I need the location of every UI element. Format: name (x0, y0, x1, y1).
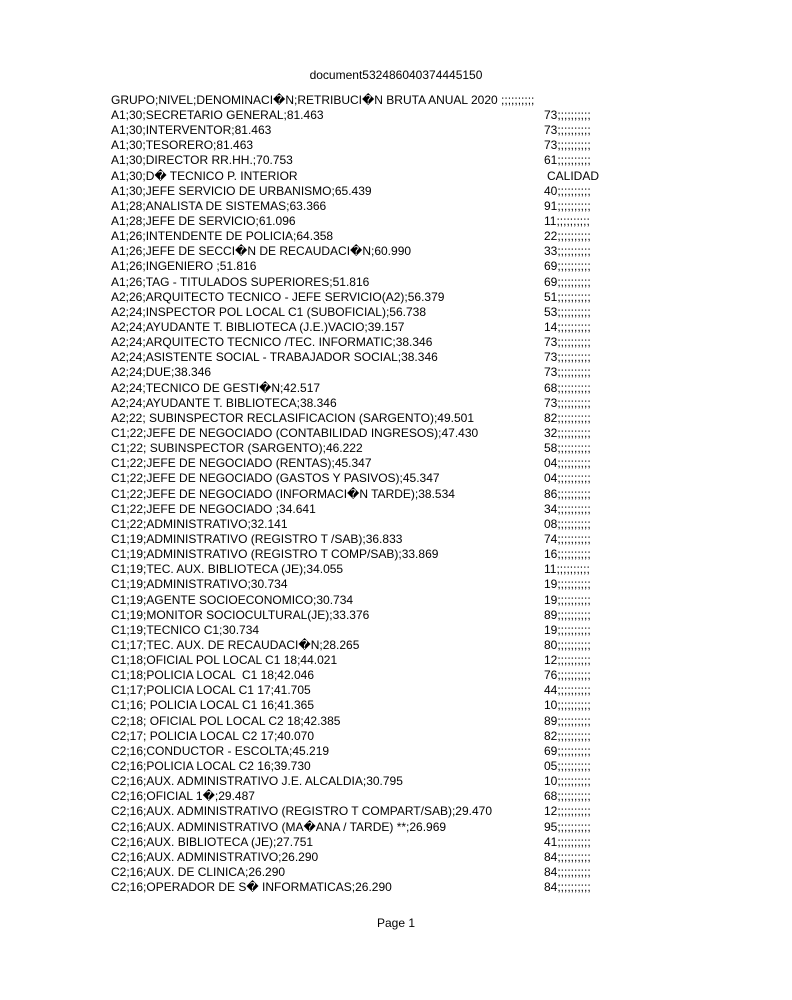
row-text: A1;30;SECRETARIO GENERAL;81.463 (111, 108, 324, 122)
row-tail: 14;;;;;;;;;; (544, 319, 591, 334)
table-row (0, 608, 792, 623)
row-text: C2;16;AUX. ADMINISTRATIVO;26.290 (111, 849, 319, 864)
row-text: A1;30;INTERVENTOR;81.463 (111, 123, 272, 138)
table-row (0, 698, 792, 713)
table-row (0, 138, 792, 153)
row-text: A2;24;DUE;38.346 (111, 365, 212, 380)
table-row (0, 577, 792, 592)
row-tail: 73;;;;;;;;;; (544, 138, 591, 153)
table-row (0, 683, 792, 698)
table-row (0, 789, 792, 804)
table-row (0, 214, 792, 229)
table-row (0, 471, 792, 486)
row-tail: 58;;;;;;;;;; (544, 441, 591, 456)
row-text: A1;30;TESORERO;81.463 (111, 138, 254, 153)
row-text: A1;26;INGENIERO ;51.816 (111, 259, 257, 274)
row-text: C1;22;JEFE DE NEGOCIADO (INFORMACI�N TARDE);38.534 (111, 486, 455, 501)
table-row (0, 335, 792, 350)
table-row (0, 441, 792, 456)
row-tail: 73;;;;;;;;;; (544, 108, 591, 122)
table-row (0, 153, 792, 168)
table-row (0, 244, 792, 259)
table-row (0, 396, 792, 411)
row-text: C2;16;POLICIA LOCAL C2 16;39.730 (111, 759, 311, 774)
row-text: C2;16;AUX. DE CLINICA;26.290 (111, 865, 286, 880)
row-tail: 84;;;;;;;;;; (544, 849, 591, 864)
row-tail: 53;;;;;;;;;; (544, 304, 591, 319)
row-tail: 89;;;;;;;;;; (544, 713, 591, 728)
row-text: C1;22; SUBINSPECTOR (SARGENTO);46.222 (111, 441, 363, 456)
row-tail: 82;;;;;;;;;; (544, 410, 591, 425)
table-row (0, 729, 792, 744)
row-tail: 12;;;;;;;;;; (544, 653, 591, 668)
row-text: C2;16;AUX. ADMINISTRATIVO (REGISTRO T COMPART/SAB);29.470 (111, 804, 492, 819)
data-rows (0, 108, 792, 895)
table-row (0, 668, 792, 683)
table-row (0, 850, 792, 865)
table-row (0, 365, 792, 380)
row-text: C1;18;POLICIA LOCAL C1 18;42.046 (111, 668, 315, 683)
row-text: A1;28;ANALISTA DE SISTEMAS;63.366 (111, 198, 327, 213)
row-text: A2;26;ARQUITECTO TECNICO - JEFE SERVICIO(A2);56.379 (111, 289, 445, 304)
table-row (0, 381, 792, 396)
row-text: A1;28;JEFE DE SERVICIO;61.096 (111, 213, 296, 228)
row-tail: 73;;;;;;;;;; (544, 395, 591, 410)
row-tail: 40;;;;;;;;;; (544, 183, 591, 198)
row-tail: 73;;;;;;;;;; (544, 123, 591, 138)
row-text: C1;19;ADMINISTRATIVO;30.734 (111, 577, 288, 592)
table-row (0, 820, 792, 835)
row-tail: CALIDAD (547, 168, 600, 183)
row-tail: 10;;;;;;;;;; (544, 774, 591, 789)
table-row (0, 169, 792, 184)
table-row (0, 532, 792, 547)
row-tail: 86;;;;;;;;;; (544, 486, 591, 501)
row-tail: 08;;;;;;;;;; (544, 516, 591, 531)
table-row (0, 638, 792, 653)
row-tail: 19;;;;;;;;;; (544, 622, 591, 637)
column-header-line: GRUPO;NIVEL;DENOMINACI�N;RETRIBUCI�N BRUTA ANUAL 2020 ;;;;;;;;;; (111, 93, 535, 107)
row-text: A2;22; SUBINSPECTOR RECLASIFICACION (SARGENTO);49.501 (111, 410, 474, 425)
row-text: C2;16;AUX. ADMINISTRATIVO (MA�ANA / TARDE) **;26.969 (111, 819, 447, 834)
row-text: C1;16; POLICIA LOCAL C1 16;41.365 (111, 698, 315, 713)
table-row (0, 108, 792, 123)
row-tail: 11;;;;;;;;;; (544, 213, 590, 228)
row-text: A1;26;JEFE DE SECCI�N DE RECAUDACI�N;60.990 (111, 244, 412, 259)
row-tail: 19;;;;;;;;;; (544, 577, 591, 592)
row-tail: 16;;;;;;;;;; (544, 547, 591, 562)
row-text: A2;24;ASISTENTE SOCIAL - TRABAJADOR SOCIAL;38.346 (111, 350, 438, 365)
row-tail: 89;;;;;;;;;; (544, 607, 591, 622)
row-text: C1;22;JEFE DE NEGOCIADO (GASTOS Y PASIVOS);45.347 (111, 471, 440, 486)
table-row (0, 517, 792, 532)
table-row (0, 880, 792, 895)
table-row (0, 123, 792, 138)
row-tail: 51;;;;;;;;;; (544, 289, 591, 304)
table-row (0, 229, 792, 244)
row-text: C2;16;AUX. ADMINISTRATIVO J.E. ALCALDIA;30.795 (111, 774, 403, 789)
table-row (0, 290, 792, 305)
table-row (0, 835, 792, 850)
row-tail: 33;;;;;;;;;; (544, 244, 591, 259)
row-text: A2;24;ARQUITECTO TECNICO /TEC. INFORMATIC;38.346 (111, 335, 433, 350)
row-tail: 74;;;;;;;;;; (544, 531, 591, 546)
row-text: A2;24;INSPECTOR POL LOCAL C1 (SUBOFICIAL);56.738 (111, 304, 427, 319)
row-text: C2;16;CONDUCTOR - ESCOLTA;45.219 (111, 743, 330, 758)
row-text: C1;18;OFICIAL POL LOCAL C1 18;44.021 (111, 653, 338, 668)
table-row (0, 305, 792, 320)
table-row (0, 804, 792, 819)
row-tail: 82;;;;;;;;;; (544, 728, 591, 743)
table-row (0, 623, 792, 638)
row-text: C1;17;POLICIA LOCAL C1 17;41.705 (111, 683, 311, 698)
row-text: C1;17;TEC. AUX. DE RECAUDACI�N;28.265 (111, 637, 360, 652)
row-text: C1;19;ADMINISTRATIVO (REGISTRO T COMP/SAB);33.869 (111, 547, 439, 562)
table-row (0, 714, 792, 729)
row-text: C2;18; OFICIAL POL LOCAL C2 18;42.385 (111, 713, 341, 728)
row-text: C1;22;ADMINISTRATIVO;32.141 (111, 516, 288, 531)
row-text: C2;17; POLICIA LOCAL C2 17;40.070 (111, 728, 315, 743)
row-text: C1;19;AGENTE SOCIOECONOMICO;30.734 (111, 592, 354, 607)
row-text: C1;19;TECNICO C1;30.734 (111, 622, 260, 637)
row-tail: 44;;;;;;;;;; (544, 683, 591, 698)
row-tail: 80;;;;;;;;;; (544, 637, 591, 652)
row-tail: 34;;;;;;;;;; (544, 501, 591, 516)
table-row (0, 199, 792, 214)
row-tail: 68;;;;;;;;;; (544, 789, 591, 804)
row-text: A1;30;JEFE SERVICIO DE URBANISMO;65.439 (111, 183, 372, 198)
row-text: A1;26;INTENDENTE DE POLICIA;64.358 (111, 229, 334, 244)
row-tail: 84;;;;;;;;;; (544, 865, 591, 880)
table-row (0, 487, 792, 502)
table-row (0, 653, 792, 668)
row-text: C1;19;TEC. AUX. BIBLIOTECA (JE);34.055 (111, 562, 344, 577)
row-tail: 04;;;;;;;;;; (544, 456, 591, 471)
table-row (0, 275, 792, 290)
row-tail: 19;;;;;;;;;; (544, 592, 591, 607)
row-tail: 95;;;;;;;;;; (544, 819, 591, 834)
row-text: C1;22;JEFE DE NEGOCIADO (CONTABILIDAD INGRESOS);47.430 (111, 425, 479, 440)
document-title: document532486040374445150 (309, 68, 483, 82)
row-text: C2;16;OPERADOR DE S� INFORMATICAS;26.290 (111, 880, 392, 895)
row-tail: 84;;;;;;;;;; (544, 880, 591, 895)
row-tail: 10;;;;;;;;;; (544, 698, 591, 713)
row-text: A1;26;TAG - TITULADOS SUPERIORES;51.816 (111, 274, 370, 289)
table-row (0, 774, 792, 789)
row-text: A2;24;AYUDANTE T. BIBLIOTECA;38.346 (111, 395, 337, 410)
table-row (0, 759, 792, 774)
table-row (0, 184, 792, 199)
row-tail: 73;;;;;;;;;; (544, 350, 591, 365)
row-tail: 61;;;;;;;;;; (544, 153, 591, 168)
row-text: A1;30;DIRECTOR RR.HH.;70.753 (111, 153, 293, 168)
table-row (0, 350, 792, 365)
row-tail: 04;;;;;;;;;; (544, 471, 591, 486)
row-text: A2;24;AYUDANTE T. BIBLIOTECA (J.E.)VACIO;39.157 (111, 319, 405, 334)
row-tail: 12;;;;;;;;;; (544, 804, 591, 819)
row-tail: 32;;;;;;;;;; (544, 425, 591, 440)
row-text: A2;24;TECNICO DE GESTI�N;42.517 (111, 380, 321, 395)
table-row (0, 547, 792, 562)
row-tail: 73;;;;;;;;;; (544, 335, 591, 350)
row-text: C1;19;MONITOR SOCIOCULTURAL(JE);33.376 (111, 607, 370, 622)
table-row (0, 259, 792, 274)
row-text: C1;19;ADMINISTRATIVO (REGISTRO T /SAB);36.833 (111, 531, 403, 546)
row-text: A1;30;D� TECNICO P. INTERIOR (111, 168, 298, 183)
table-row (0, 593, 792, 608)
table-row (0, 411, 792, 426)
row-text: C2;16;OFICIAL 1�;29.487 (111, 789, 255, 804)
table-row (0, 456, 792, 471)
row-tail: 69;;;;;;;;;; (544, 743, 591, 758)
table-row (0, 502, 792, 517)
row-tail: 91;;;;;;;;;; (544, 198, 591, 213)
row-tail: 69;;;;;;;;;; (544, 259, 591, 274)
row-tail: 69;;;;;;;;;; (544, 274, 591, 289)
page-number: Page 1 (376, 916, 416, 930)
row-tail: 11;;;;;;;;;; (544, 562, 590, 577)
row-tail: 73;;;;;;;;;; (544, 365, 591, 380)
row-text: C1;22;JEFE DE NEGOCIADO ;34.641 (111, 501, 316, 516)
row-tail: 41;;;;;;;;;; (544, 834, 591, 849)
row-tail: 05;;;;;;;;;; (544, 759, 591, 774)
row-tail: 68;;;;;;;;;; (544, 380, 591, 395)
table-row (0, 562, 792, 577)
table-row (0, 320, 792, 335)
row-tail: 76;;;;;;;;;; (544, 668, 591, 683)
row-text: C2;16;AUX. BIBLIOTECA (JE);27.751 (111, 834, 314, 849)
table-row (0, 426, 792, 441)
row-tail: 22;;;;;;;;;; (544, 229, 591, 244)
table-row (0, 744, 792, 759)
row-text: C1;22;JEFE DE NEGOCIADO (RENTAS);45.347 (111, 456, 372, 471)
table-row (0, 865, 792, 880)
